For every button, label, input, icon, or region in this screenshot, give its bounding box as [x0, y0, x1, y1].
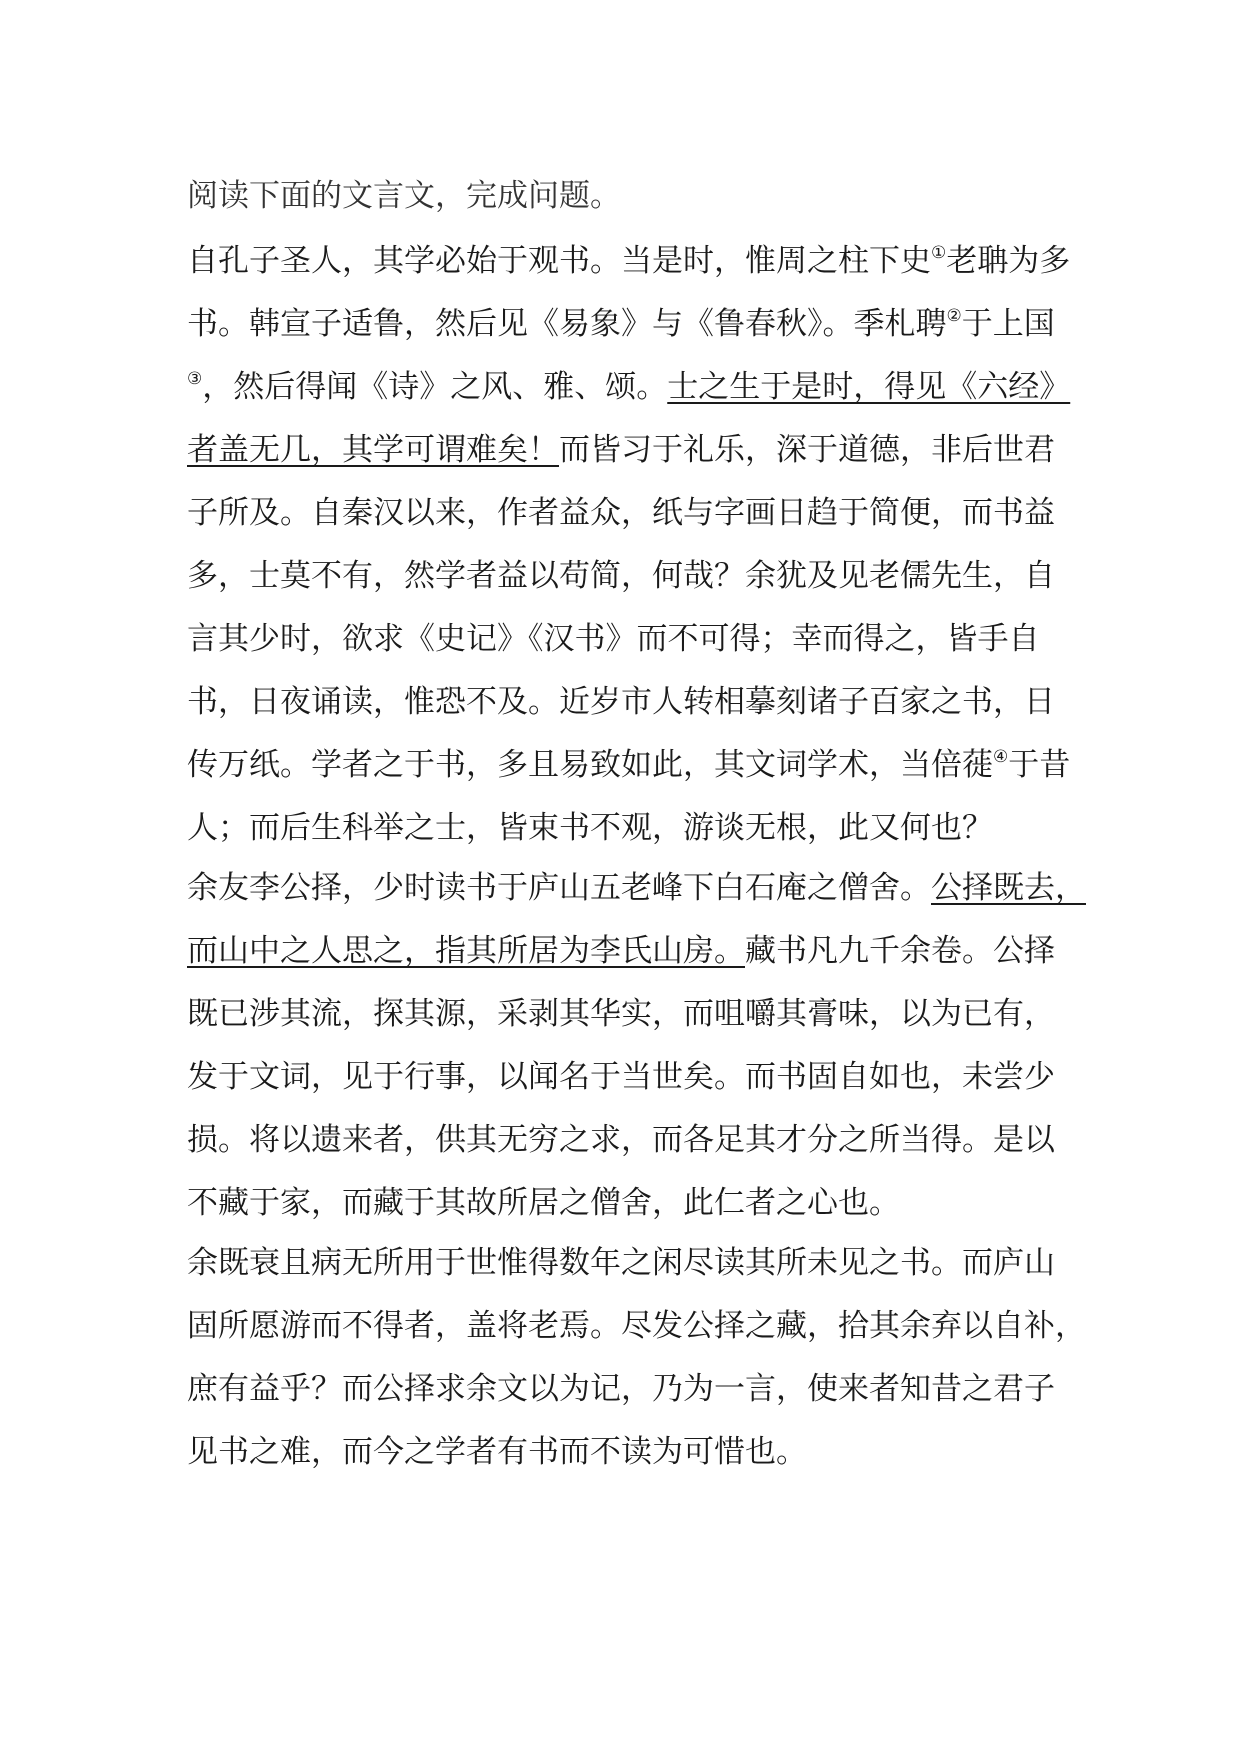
p1-line-4	[187, 430, 1055, 470]
p3-line-4: 见书之难，而今之学者有书而不读为可惜也。	[187, 1434, 807, 1470]
p3-line-1: 余既衰且病无所用于世惟得数年之闲尽读其所未见之书。而庐山	[187, 1245, 1055, 1281]
footnote-marker: ②	[946, 306, 962, 326]
p2-text: 余友李公择，少时读书于庐山五老峰下白石庵之僧舍。	[187, 870, 931, 906]
p1-text: ，然后得闻《诗》之风、雅、颂。	[202, 369, 668, 405]
footnote-marker: ④	[993, 747, 1009, 767]
p3-line-2: 固所愿游而不得者，盖将老焉。尽发公择之藏，拾其余弃以自补，	[187, 1308, 1086, 1344]
p1-text: 而皆习于礼乐，深于道德，非后世君	[559, 432, 1055, 468]
p2-line-2	[187, 931, 1055, 971]
p1-text: 老聃为多	[946, 243, 1071, 279]
p2-line-6: 不藏于家，而藏于其故所居之僧舍，此仁者之心也。	[187, 1185, 900, 1221]
p2-text: 藏书凡九千余卷。公择	[745, 933, 1055, 969]
underlined-sentence: 而山中之人思之，指其所居为李氏山房。	[187, 933, 745, 969]
p1-line-6: 多，士莫不有，然学者益以苟简，何哉？余犹及见老儒先生，自	[187, 558, 1055, 594]
p2-line-1	[187, 868, 1086, 908]
p1-text: 书。韩宣子适鲁，然后见《易象》与《鲁春秋》。季札聘	[187, 306, 947, 342]
p2-line-5: 损。将以遗来者，供其无穷之求，而各足其才分之所当得。是以	[187, 1122, 1055, 1158]
p1-text: 传万纸。学者之于书，多且易致如此，其文词学术，当倍蓰	[187, 747, 993, 783]
p1-line-1	[187, 241, 1070, 281]
p2-line-4: 发于文词，见于行事，以闻名于当世矣。而书固自如也，未尝少	[187, 1059, 1055, 1095]
p1-text: 于昔	[1008, 747, 1071, 783]
underlined-sentence: 公择既去，	[931, 870, 1086, 906]
p1-text: 于上国	[961, 306, 1055, 342]
p3-line-3: 庶有益乎？而公择求余文以为记，乃为一言，使来者知昔之君子	[187, 1371, 1055, 1407]
underlined-sentence: 者盖无几，其学可谓难矣！	[187, 432, 559, 468]
intro-instruction: 阅读下面的文言文，完成问题。	[187, 178, 621, 214]
p1-line-10: 人；而后生科举之士，皆束书不观，游谈无根，此又何也？	[187, 810, 993, 846]
p1-line-8: 书，日夜诵读，惟恐不及。近岁市人转相摹刻诸子百家之书，日	[187, 684, 1055, 720]
p1-line-7: 言其少时，欲求《史记》《汉书》而不可得；幸而得之，皆手自	[187, 621, 1040, 657]
p1-text: 自孔子圣人，其学必始于观书。当是时，惟周之柱下史	[187, 243, 931, 279]
underlined-sentence: 士之生于是时，得见《六经》	[667, 369, 1071, 405]
footnote-marker: ①	[931, 243, 947, 263]
p1-line-2	[187, 304, 1055, 344]
p1-line-9	[187, 745, 1070, 785]
p1-line-5: 子所及。自秦汉以来，作者益众，纸与字画日趋于简便，而书益	[187, 495, 1055, 531]
p1-line-3	[187, 367, 1070, 407]
footnote-marker: ③	[187, 369, 203, 389]
p2-line-3: 既已涉其流，探其源，采剥其华实，而咀嚼其膏味，以为已有，	[187, 996, 1055, 1032]
